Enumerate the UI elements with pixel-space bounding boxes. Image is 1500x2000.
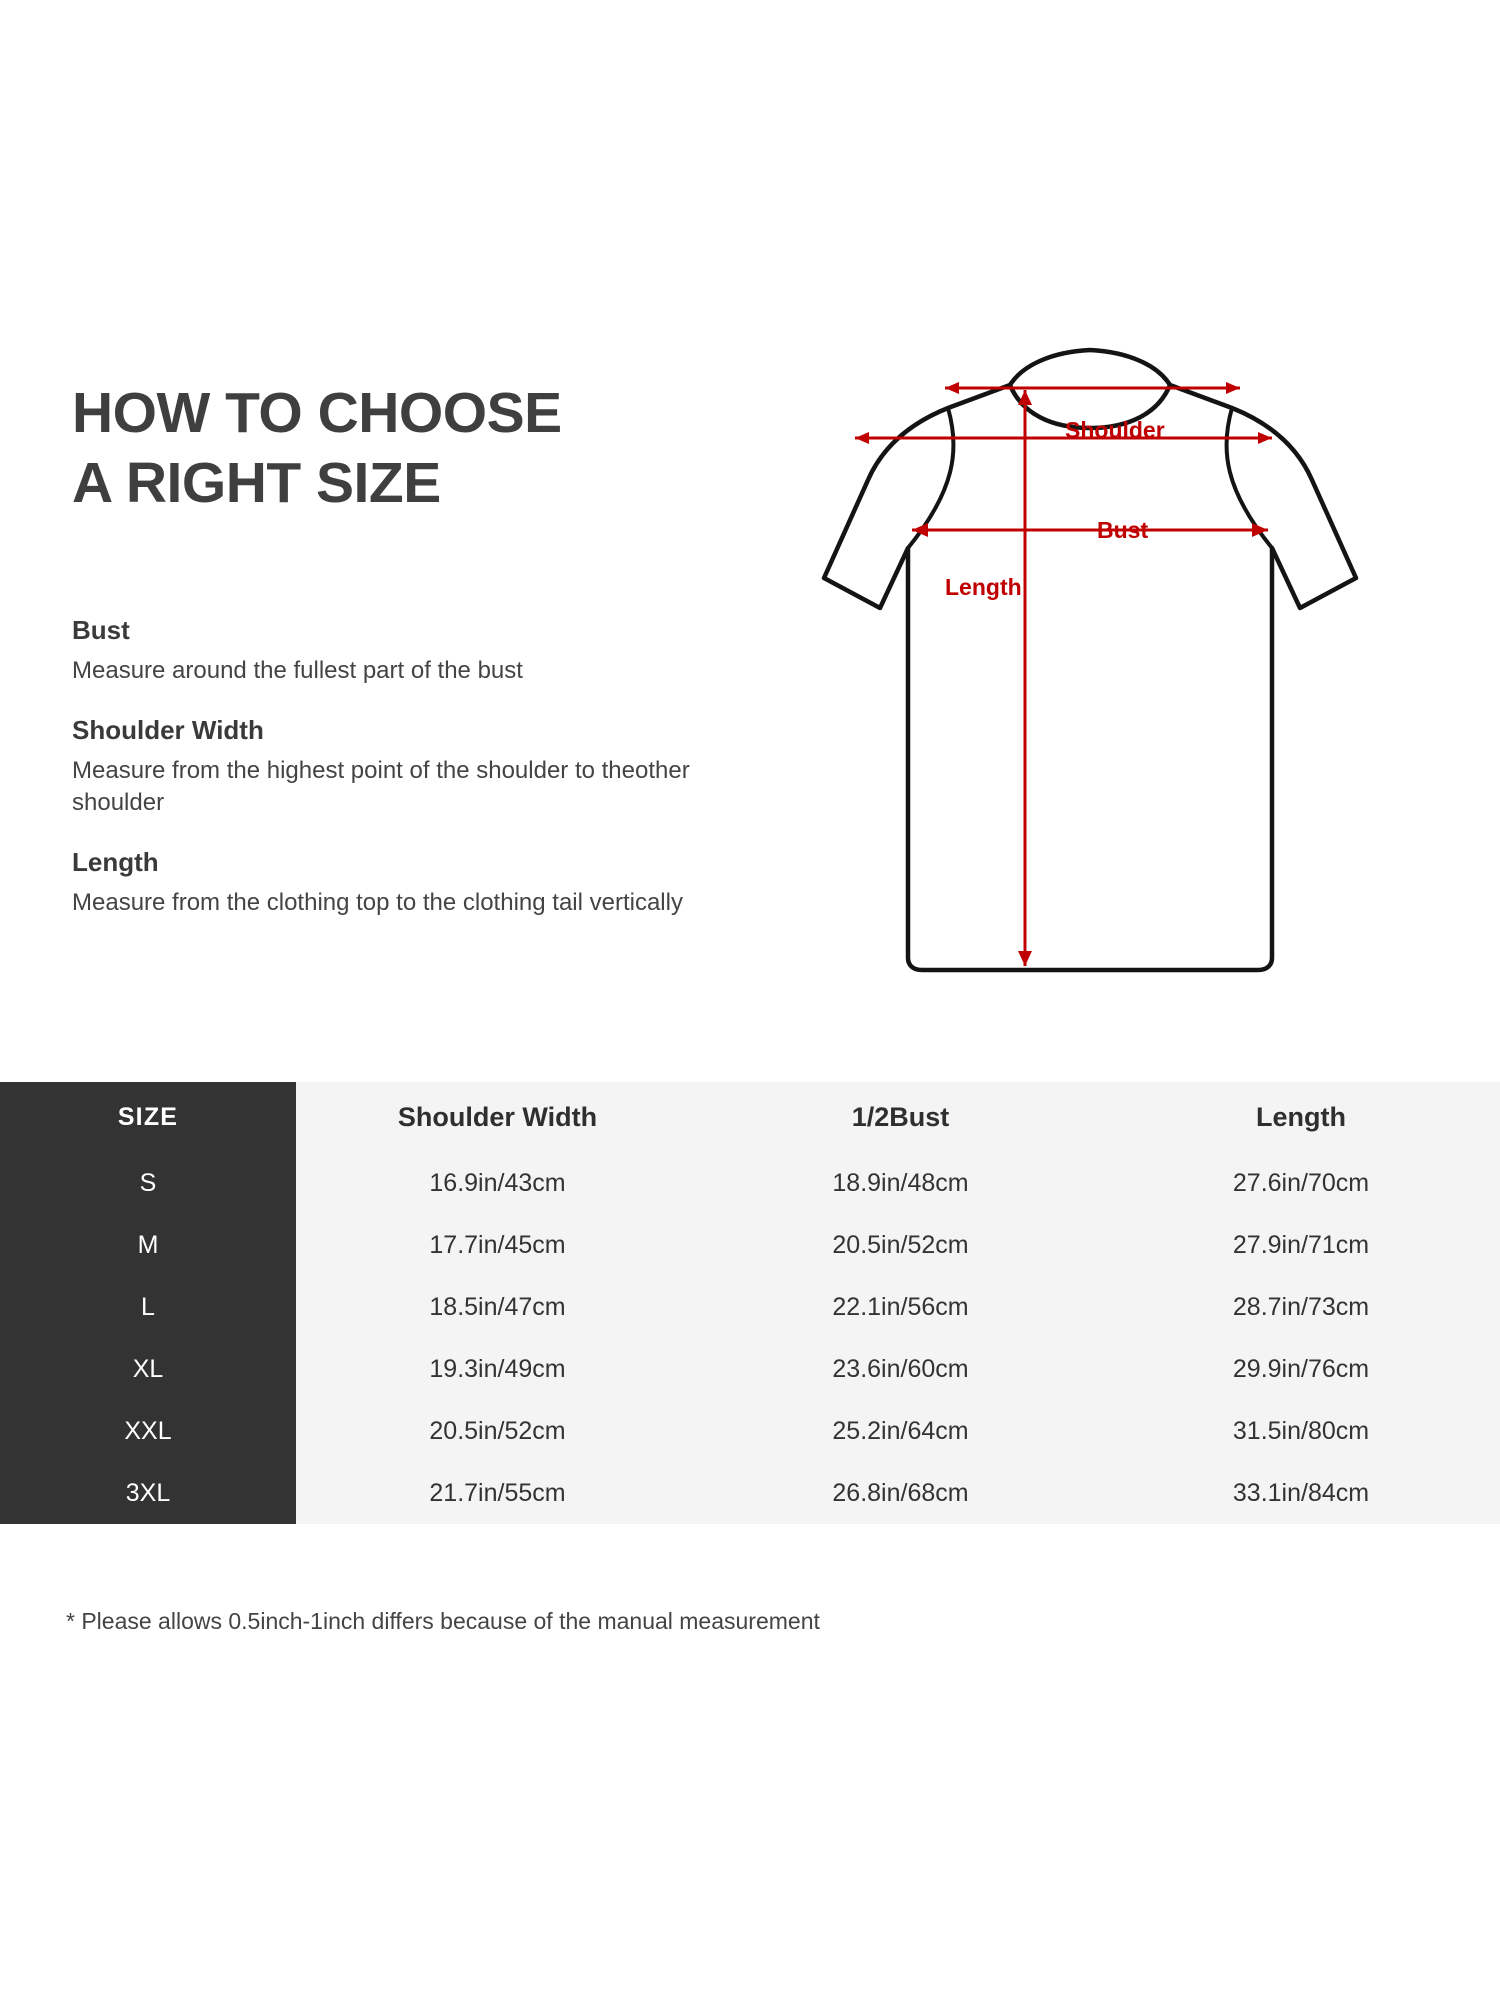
cell-size: M [0, 1214, 296, 1276]
cell-shoulder: 18.5in/47cm [296, 1276, 699, 1338]
table-row [0, 1462, 1500, 1524]
cell-shoulder: 21.7in/55cm [296, 1462, 699, 1524]
size-table-head [0, 1082, 1500, 1152]
cell-size: XXL [0, 1400, 296, 1462]
definition-shoulder-width [72, 715, 692, 819]
cell-bust: 23.6in/60cm [699, 1338, 1102, 1400]
cell-length: 33.1in/84cm [1102, 1462, 1500, 1524]
cell-shoulder: 19.3in/49cm [296, 1338, 699, 1400]
column-header-shoulder-width: Shoulder Width [296, 1082, 699, 1152]
cell-size: L [0, 1276, 296, 1338]
column-header-length: Length [1102, 1082, 1500, 1152]
cell-shoulder: 17.7in/45cm [296, 1214, 699, 1276]
tshirt-diagram-svg [760, 330, 1420, 1050]
cell-length: 27.9in/71cm [1102, 1214, 1500, 1276]
top-section [0, 330, 1500, 1070]
label-bust: Bust [1097, 517, 1149, 543]
definition-shoulder-width-description: Measure from the highest point of the shoulder to theother shoulder [72, 756, 690, 816]
definition-bust-description: Measure around the fullest part of the bust [72, 657, 523, 684]
label-shoulder: Shoulder [1065, 417, 1165, 443]
tshirt-diagram [760, 330, 1420, 1050]
definition-length-term: Length [72, 846, 159, 877]
cell-size: 3XL [0, 1462, 296, 1524]
page-title-line-1: HOW TO CHOOSE [72, 381, 562, 445]
cell-shoulder: 20.5in/52cm [296, 1400, 699, 1462]
size-table-container [0, 1082, 1500, 1524]
size-table [0, 1082, 1500, 1524]
table-row [0, 1400, 1500, 1462]
label-length: Length [945, 574, 1022, 600]
definition-shoulder-width-term: Shoulder Width [72, 714, 264, 745]
table-row [0, 1214, 1500, 1276]
table-row [0, 1152, 1500, 1214]
cell-bust: 20.5in/52cm [699, 1214, 1102, 1276]
cell-length: 27.6in/70cm [1102, 1152, 1500, 1214]
table-row [0, 1276, 1500, 1338]
column-header-half-bust: 1/2Bust [699, 1082, 1102, 1152]
table-header-row [0, 1082, 1500, 1152]
size-table-body [0, 1152, 1500, 1524]
cell-shoulder: 16.9in/43cm [296, 1152, 699, 1214]
column-header-size: SIZE [0, 1082, 296, 1152]
cell-bust: 18.9in/48cm [699, 1152, 1102, 1214]
measurement-definitions [72, 615, 692, 947]
cell-length: 28.7in/73cm [1102, 1276, 1500, 1338]
cell-bust: 26.8in/68cm [699, 1462, 1102, 1524]
definition-length [72, 847, 692, 919]
cell-length: 31.5in/80cm [1102, 1400, 1500, 1462]
measurement-note: * Please allows 0.5inch-1inch differs because of the manual measurement [66, 1608, 820, 1634]
cell-length: 29.9in/76cm [1102, 1338, 1500, 1400]
cell-bust: 25.2in/64cm [699, 1400, 1102, 1462]
cell-size: S [0, 1152, 296, 1214]
page-title-line-2: A RIGHT SIZE [72, 451, 441, 516]
definition-bust [72, 615, 692, 687]
cell-bust: 22.1in/56cm [699, 1276, 1102, 1338]
cell-size: XL [0, 1338, 296, 1400]
definition-bust-term: Bust [72, 615, 130, 645]
table-row [0, 1338, 1500, 1400]
page-title [72, 378, 772, 518]
definition-length-description: Measure from the clothing top to the clothing tail vertically [72, 888, 683, 916]
